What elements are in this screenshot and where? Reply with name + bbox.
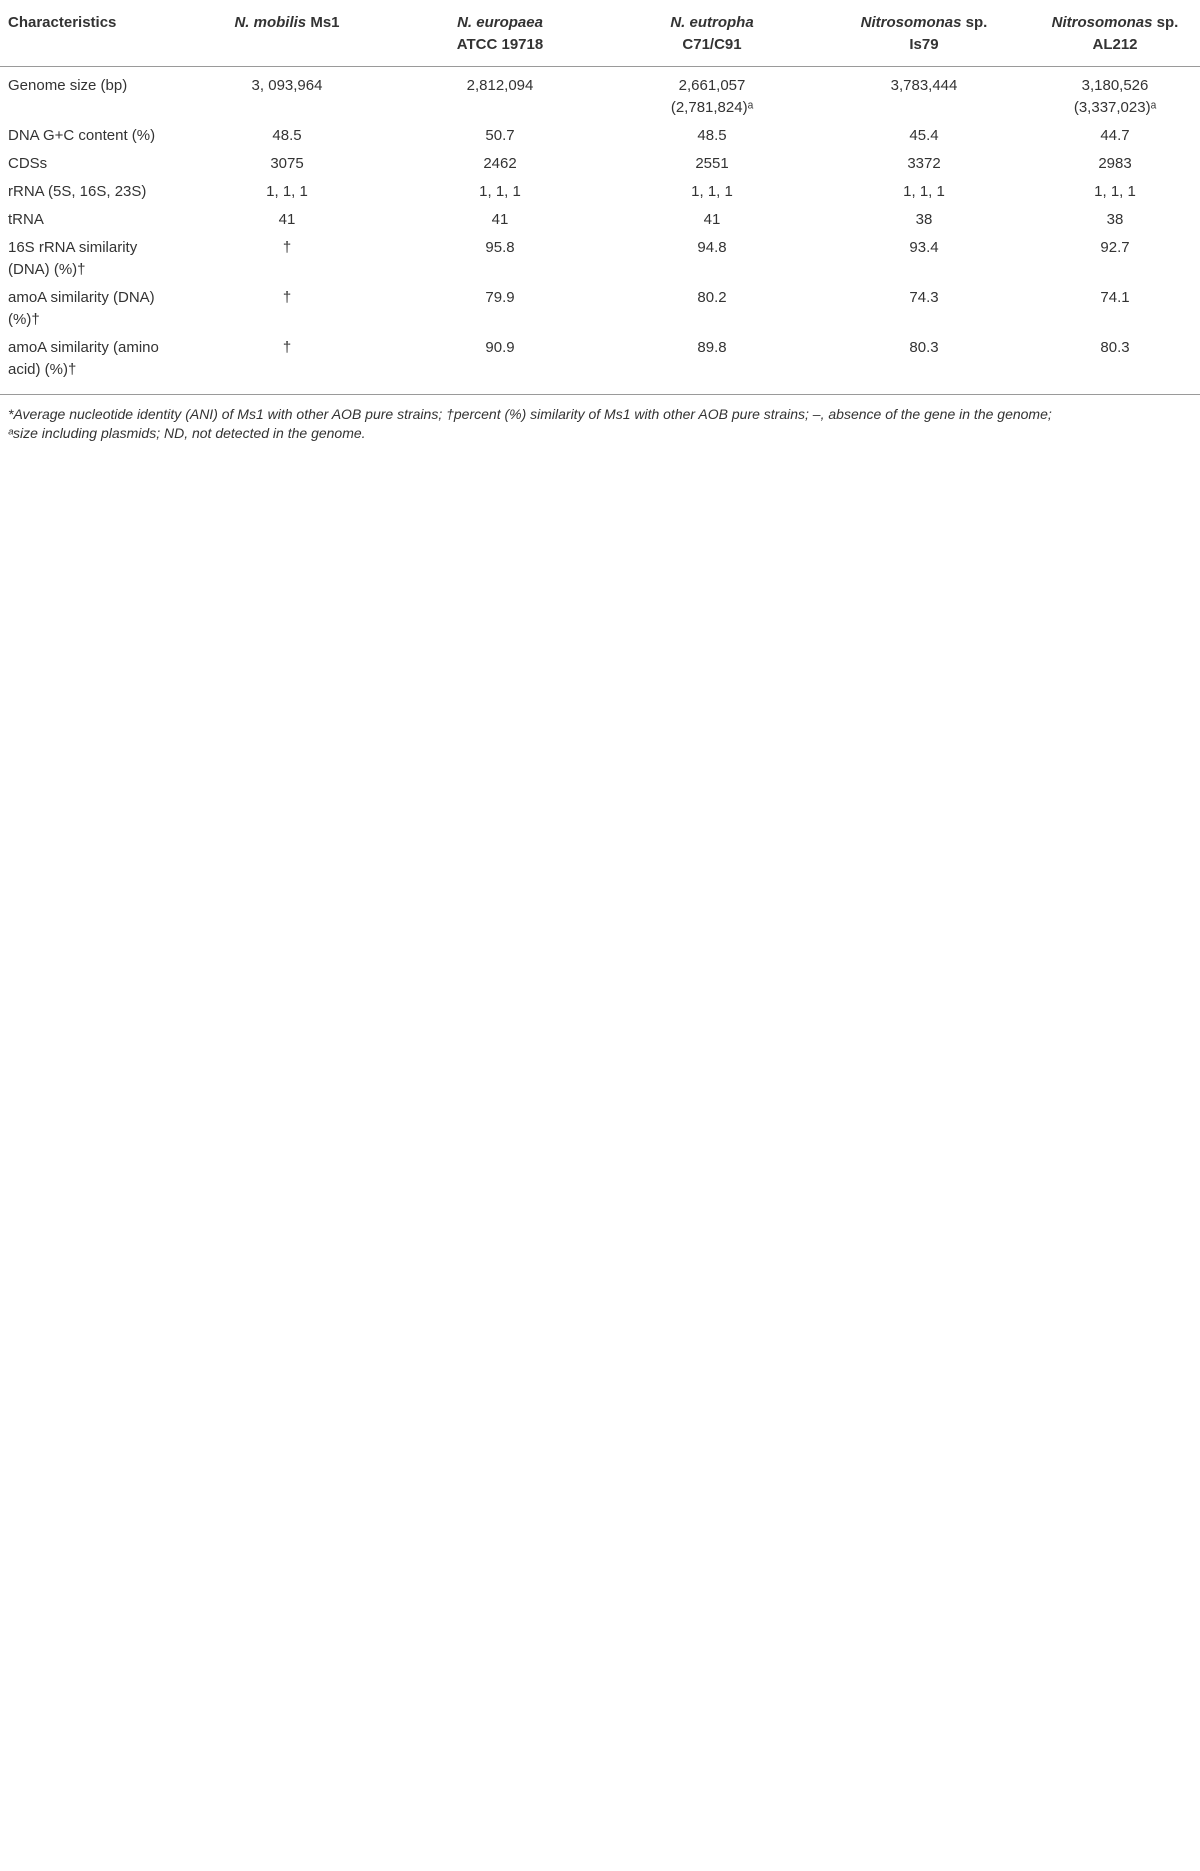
column-header-line1: N. mobilis Ms1	[234, 14, 340, 31]
table-cell: 2462	[483, 155, 517, 172]
table-cell: 2983	[1098, 155, 1132, 172]
table-cell: 1, 1, 1	[1094, 183, 1136, 200]
table-cell: 80.2	[697, 289, 727, 306]
gc-content-row	[0, 122, 1200, 150]
table-cell: 80.3	[1100, 339, 1130, 356]
column-header-1	[180, 0, 394, 67]
row-label: DNA G+C content (%)	[8, 127, 156, 144]
row-label: 16S rRNA similarity (DNA) (%)†	[8, 239, 138, 278]
column-header-line1: Characteristics	[8, 14, 117, 31]
table-cell: 41	[491, 211, 509, 228]
table-cell: 48.5	[272, 127, 302, 144]
table-cell: 1, 1, 1	[479, 183, 521, 200]
genome-size-row	[0, 67, 1200, 123]
row-label: amoA similarity (amino acid) (%)†	[8, 339, 159, 378]
column-header-line1: Nitrosomonas sp.	[860, 14, 988, 31]
column-header-0	[0, 0, 180, 67]
row-label: rRNA (5S, 16S, 23S)	[8, 183, 147, 200]
table-cell: 2551	[695, 155, 729, 172]
rrna-row	[0, 178, 1200, 206]
row-label: Genome size (bp)	[8, 77, 128, 94]
column-header-line1: N. europaea	[457, 14, 543, 31]
table-cell: 3372	[907, 155, 941, 172]
table-cell: 1, 1, 1	[266, 183, 308, 200]
row-label: CDSs	[8, 155, 48, 172]
table-cell: 3,180,526 (3,337,023)ᵃ	[1073, 77, 1157, 116]
column-header-line2: AL212	[1092, 36, 1138, 53]
column-header-line1: N. eutropha	[670, 14, 754, 31]
table-cell: †	[282, 339, 292, 356]
table-cell: 48.5	[697, 127, 727, 144]
column-header-line2: C71/C91	[682, 36, 742, 53]
table-cell: 89.8	[697, 339, 727, 356]
footnote-line-1: *Average nucleotide identity (ANI) of Ms1 with other AOB pure strains; †percent (%) similarity of Ms1 with other AOB pure strains; –, absence of the gene in the genome;	[8, 406, 1052, 422]
footnote	[0, 395, 1200, 443]
table-cell: 2,812,094	[466, 77, 534, 94]
genome-comparison-table	[0, 0, 1200, 384]
table-cell: 45.4	[909, 127, 939, 144]
column-header-2	[394, 0, 606, 67]
table-cell: 79.9	[485, 289, 515, 306]
row-label: amoA similarity (DNA) (%)†	[8, 289, 155, 328]
column-header-line1: Nitrosomonas sp.	[1051, 14, 1179, 31]
table-body	[0, 67, 1200, 385]
table-cell: 74.1	[1100, 289, 1130, 306]
amoa-aa-similarity-row	[0, 334, 1200, 384]
table-cell: 3,783,444	[890, 77, 958, 94]
table-cell: 3075	[270, 155, 304, 172]
table-cell: 94.8	[697, 239, 727, 256]
table-cell: 50.7	[485, 127, 515, 144]
column-header-line2: Is79	[909, 36, 939, 53]
table-cell: 38	[1106, 211, 1124, 228]
cds-row	[0, 150, 1200, 178]
table-cell: 44.7	[1100, 127, 1130, 144]
table-cell: 38	[915, 211, 933, 228]
table-cell: 90.9	[485, 339, 515, 356]
table-cell: 80.3	[909, 339, 939, 356]
column-header-3	[606, 0, 818, 67]
table-cell: 3, 093,964	[251, 77, 323, 94]
table-cell: 2,661,057 (2,781,824)ᵃ	[670, 77, 754, 116]
table-cell: 1, 1, 1	[691, 183, 733, 200]
amoa-dna-similarity-row	[0, 284, 1200, 334]
trna-row	[0, 206, 1200, 234]
row-label: tRNA	[8, 211, 44, 228]
footnote-line-2: ᵃsize including plasmids; ND, not detected in the genome.	[8, 425, 366, 441]
table-cell: 41	[703, 211, 721, 228]
column-header-5	[1030, 0, 1200, 67]
16s-similarity-row	[0, 234, 1200, 284]
table-cell: 95.8	[485, 239, 515, 256]
table-cell: 74.3	[909, 289, 939, 306]
table-cell: †	[282, 239, 292, 256]
table-cell: 93.4	[909, 239, 939, 256]
table-cell: 92.7	[1100, 239, 1130, 256]
column-header-line2: ATCC 19718	[456, 36, 544, 53]
header-row	[0, 0, 1200, 67]
table-cell: 1, 1, 1	[903, 183, 945, 200]
table-cell: †	[282, 289, 292, 306]
column-header-4	[818, 0, 1030, 67]
table-cell: 41	[278, 211, 296, 228]
